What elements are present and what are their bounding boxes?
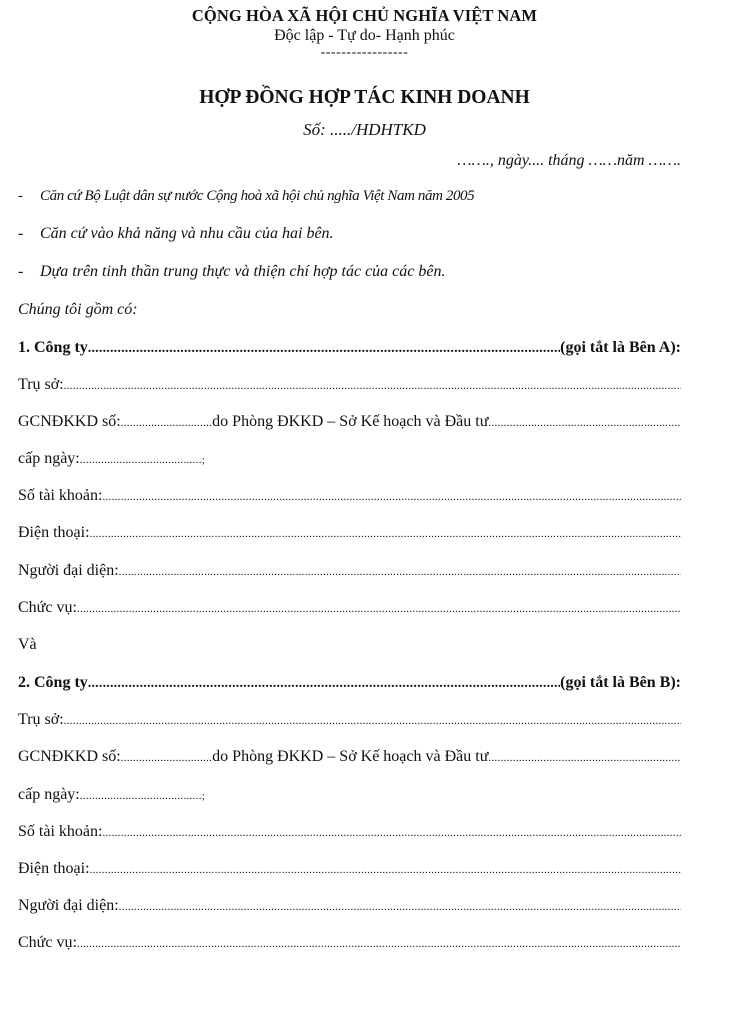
bullet-dash: -: [18, 225, 24, 242]
party-a-heading: [18, 339, 681, 357]
party-b-license-number-field[interactable]: ..............................: [120, 752, 213, 764]
party-b-account-row: [18, 823, 681, 841]
parties-intro: Chúng tôi gồm có:: [18, 301, 138, 318]
party-b-head-office-field[interactable]: [64, 715, 681, 727]
party-b-alias: (gọi tắt là Bên B):: [560, 674, 681, 691]
account-label: Số tài khoản:: [18, 487, 103, 504]
party-b-head-office-row: [18, 711, 681, 729]
contract-title: HỢP ĐỒNG HỢP TÁC KINH DOANH: [199, 87, 530, 108]
party-a-phone-row: [18, 524, 681, 542]
representative-label: Người đại diện:: [18, 897, 119, 914]
account-label: Số tài khoản:: [18, 823, 103, 840]
legal-basis-text: Căn cứ Bộ Luật dân sự nước Cộng hoà xã hội chủ nghĩa Việt Nam năm 2005: [40, 188, 475, 204]
party-b-account-field[interactable]: [102, 827, 681, 839]
party-a-account-row: [18, 487, 681, 505]
conjunction-and: Và: [18, 636, 37, 653]
legal-basis-text: Dựa trên tinh thần trung thực và thiện chí hợp tác của các bên.: [40, 263, 446, 280]
party-a-position-row: [18, 599, 681, 617]
party-a-issue-date-row: [18, 450, 681, 468]
party-a-company-field[interactable]: [88, 341, 560, 357]
license-issuer-label: do Phòng ĐKKD – Sở Kế hoạch và Đầu tư: [212, 748, 489, 765]
party-a-account-field[interactable]: [102, 491, 681, 503]
head-office-label: Trụ sở:: [18, 711, 64, 728]
party-b-company-label: 2. Công ty: [18, 674, 88, 691]
bullet-dash: -: [18, 263, 24, 280]
party-a-representative-field[interactable]: [119, 566, 681, 578]
party-a-company-label: 1. Công ty: [18, 339, 88, 356]
phone-label: Điện thoại:: [18, 860, 90, 877]
party-b-representative-row: [18, 897, 681, 915]
party-a-head-office-field[interactable]: [64, 380, 681, 392]
contract-number: Số: ...../HDHTKD: [303, 120, 426, 139]
legal-basis-item: [18, 225, 334, 243]
party-a-license-row: [18, 413, 681, 431]
national-motto: Độc lập - Tự do- Hạnh phúc: [274, 27, 455, 44]
party-b-representative-field[interactable]: [119, 901, 681, 913]
party-a-phone-field[interactable]: [90, 528, 681, 540]
party-b-heading: [18, 674, 681, 692]
legal-basis-item: [18, 263, 445, 281]
party-b-phone-row: [18, 860, 681, 878]
license-label: GCNĐKKD số:: [18, 413, 121, 430]
license-issuer-label: do Phòng ĐKKD – Sở Kế hoạch và Đầu tư: [212, 413, 489, 430]
party-a-license-number-field[interactable]: ..............................: [120, 417, 213, 429]
party-a-issue-date-field[interactable]: ........................................;: [79, 454, 206, 466]
party-b-issue-date-row: [18, 786, 681, 804]
bullet-dash: -: [18, 188, 23, 204]
party-b-position-row: [18, 934, 681, 952]
contract-date-line: ……., ngày.... tháng ……năm …….: [457, 152, 681, 169]
representative-label: Người đại diện:: [18, 562, 119, 579]
license-label: GCNĐKKD số:: [18, 748, 121, 765]
legal-basis-item: [18, 188, 474, 205]
party-a-license-issuer-field[interactable]: [488, 417, 681, 429]
phone-label: Điện thoại:: [18, 524, 90, 541]
issue-date-label: cấp ngày:: [18, 786, 80, 803]
party-b-phone-field[interactable]: [90, 864, 681, 876]
legal-basis-text: Căn cứ vào khả năng và nhu cầu của hai bên.: [40, 225, 334, 242]
party-b-license-row: [18, 748, 681, 766]
party-b-issue-date-field[interactable]: ........................................;: [79, 790, 206, 802]
party-a-head-office-row: [18, 376, 681, 394]
head-office-label: Trụ sở:: [18, 376, 64, 393]
party-b-license-issuer-field[interactable]: [488, 752, 681, 764]
party-a-alias: (gọi tắt là Bên A):: [560, 339, 681, 356]
party-b-company-field[interactable]: [88, 676, 560, 692]
party-b-position-field[interactable]: [77, 938, 681, 950]
party-a-representative-row: [18, 562, 681, 580]
party-a-position-field[interactable]: [77, 603, 681, 615]
issue-date-label: cấp ngày:: [18, 450, 80, 467]
position-label: Chức vụ:: [18, 599, 77, 616]
national-title: CỘNG HÒA XÃ HỘI CHỦ NGHĨA VIỆT NAM: [191, 6, 538, 25]
header-separator: -----------------: [320, 45, 409, 60]
position-label: Chức vụ:: [18, 934, 77, 951]
